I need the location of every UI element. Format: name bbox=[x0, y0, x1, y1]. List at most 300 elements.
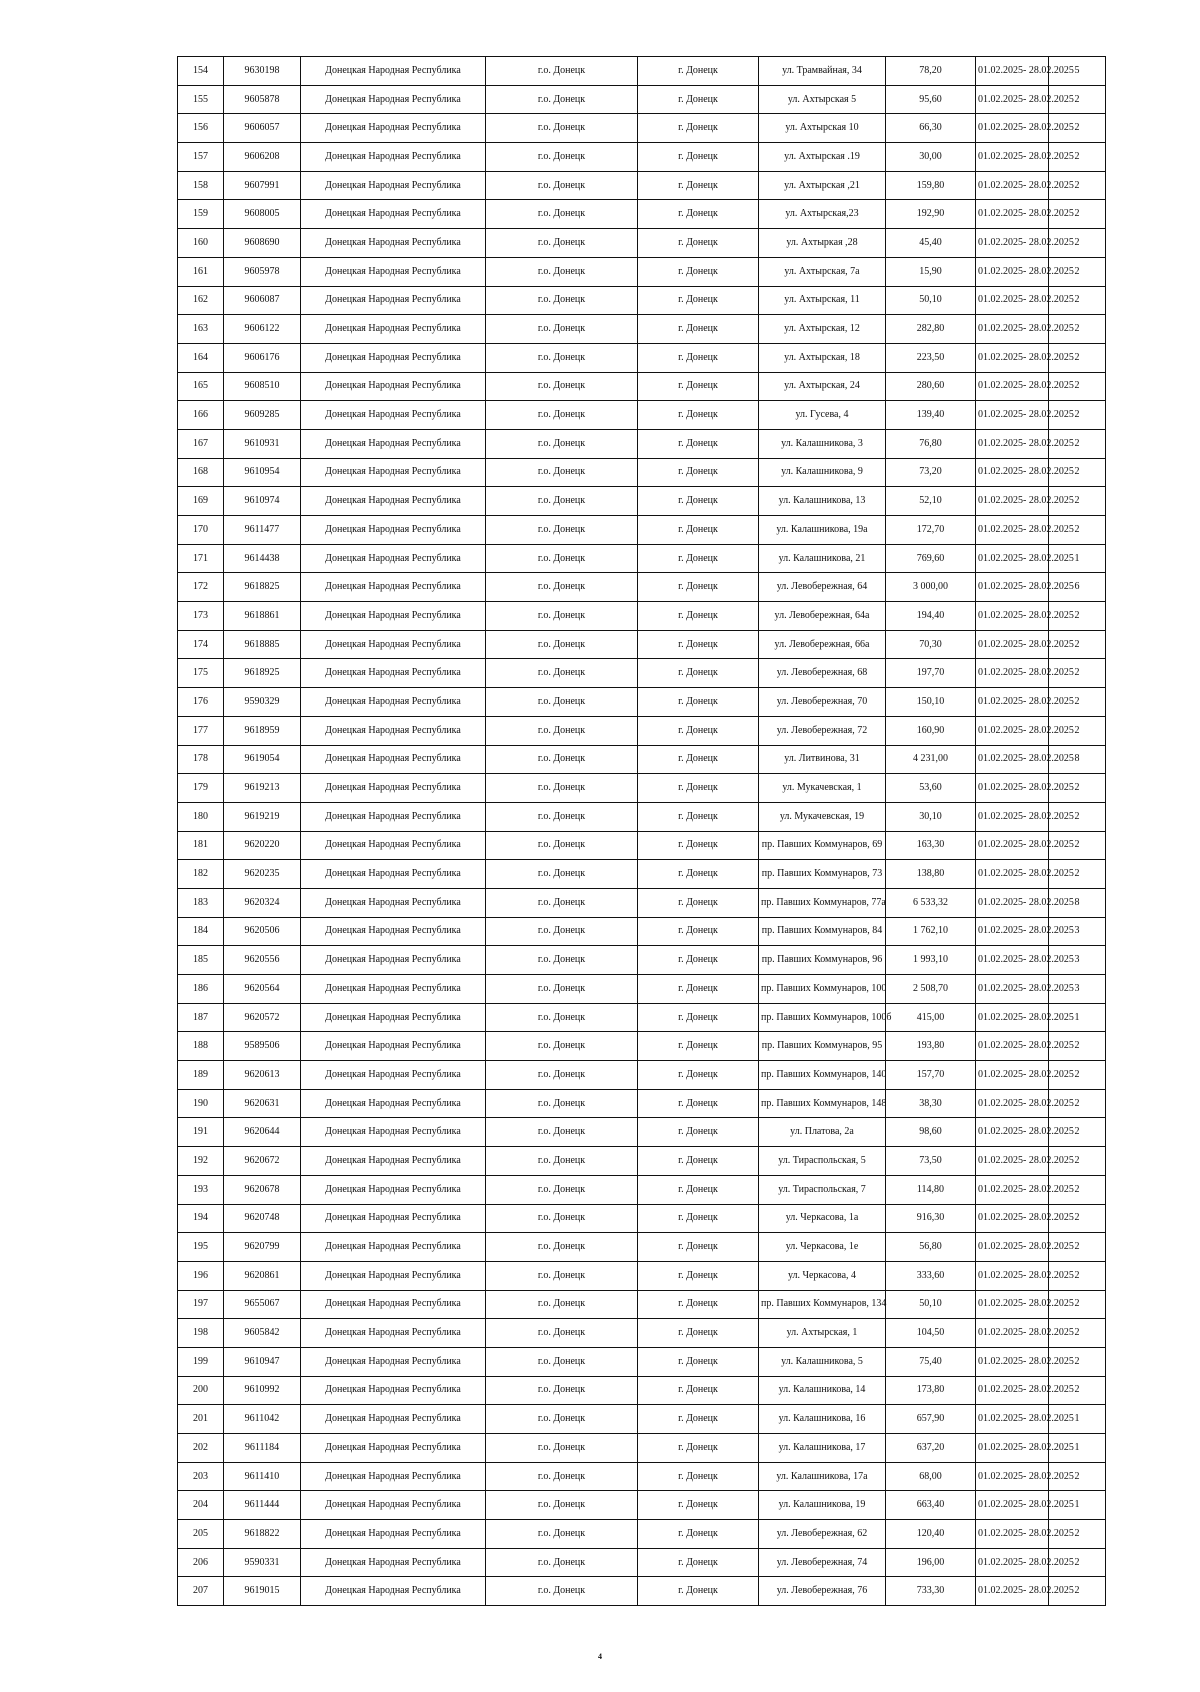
cell-count: 2 bbox=[1049, 516, 1106, 545]
table-row bbox=[178, 1347, 1106, 1376]
cell-region: Донецкая Народная Республика bbox=[301, 602, 486, 631]
cell-area: 663,40 bbox=[886, 1491, 976, 1520]
table-row bbox=[178, 516, 1106, 545]
cell-object-code: 9611444 bbox=[224, 1491, 301, 1520]
cell-object-code: 9620748 bbox=[224, 1204, 301, 1233]
cell-period: 01.02.2025- 28.02.2025 bbox=[976, 831, 1049, 860]
cell-count: 2 bbox=[1049, 1520, 1106, 1549]
cell-count: 1 bbox=[1049, 1434, 1106, 1463]
cell-urban-district: г.о. Донецк bbox=[486, 1204, 638, 1233]
cell-period: 01.02.2025- 28.02.2025 bbox=[976, 1491, 1049, 1520]
cell-urban-district: г.о. Донецк bbox=[486, 1577, 638, 1606]
cell-period: 01.02.2025- 28.02.2025 bbox=[976, 1347, 1049, 1376]
cell-locality: г. Донецк bbox=[638, 573, 759, 602]
cell-count: 2 bbox=[1049, 1061, 1106, 1090]
cell-area: 6 533,32 bbox=[886, 888, 976, 917]
cell-row-number: 182 bbox=[178, 860, 224, 889]
cell-street-address: ул. Калашникова, 9 bbox=[759, 458, 886, 487]
cell-period: 01.02.2025- 28.02.2025 bbox=[976, 1175, 1049, 1204]
cell-locality: г. Донецк bbox=[638, 114, 759, 143]
cell-row-number: 163 bbox=[178, 315, 224, 344]
cell-row-number: 161 bbox=[178, 257, 224, 286]
cell-object-code: 9608510 bbox=[224, 372, 301, 401]
page-number: 4 bbox=[598, 1652, 602, 1661]
cell-row-number: 173 bbox=[178, 602, 224, 631]
cell-area: 172,70 bbox=[886, 516, 976, 545]
cell-row-number: 177 bbox=[178, 716, 224, 745]
cell-urban-district: г.о. Донецк bbox=[486, 630, 638, 659]
cell-object-code: 9611042 bbox=[224, 1405, 301, 1434]
cell-area: 120,40 bbox=[886, 1520, 976, 1549]
cell-object-code: 9589506 bbox=[224, 1032, 301, 1061]
table-row bbox=[178, 1376, 1106, 1405]
cell-object-code: 9611184 bbox=[224, 1434, 301, 1463]
cell-period: 01.02.2025- 28.02.2025 bbox=[976, 1462, 1049, 1491]
cell-period: 01.02.2025- 28.02.2025 bbox=[976, 860, 1049, 889]
cell-region: Донецкая Народная Республика bbox=[301, 200, 486, 229]
cell-object-code: 9620506 bbox=[224, 917, 301, 946]
cell-row-number: 174 bbox=[178, 630, 224, 659]
table-row bbox=[178, 315, 1106, 344]
table-row bbox=[178, 429, 1106, 458]
cell-area: 139,40 bbox=[886, 401, 976, 430]
cell-object-code: 9620644 bbox=[224, 1118, 301, 1147]
cell-period: 01.02.2025- 28.02.2025 bbox=[976, 1548, 1049, 1577]
cell-street-address: ул. Левобережная, 76 bbox=[759, 1577, 886, 1606]
cell-locality: г. Донецк bbox=[638, 1434, 759, 1463]
table-row bbox=[178, 229, 1106, 258]
cell-area: 98,60 bbox=[886, 1118, 976, 1147]
cell-area: 53,60 bbox=[886, 774, 976, 803]
cell-urban-district: г.о. Донецк bbox=[486, 1491, 638, 1520]
cell-count: 2 bbox=[1049, 1175, 1106, 1204]
cell-street-address: ул. Ахтырская, 12 bbox=[759, 315, 886, 344]
cell-region: Донецкая Народная Республика bbox=[301, 1261, 486, 1290]
cell-object-code: 9611477 bbox=[224, 516, 301, 545]
cell-locality: г. Донецк bbox=[638, 1118, 759, 1147]
cell-urban-district: г.о. Донецк bbox=[486, 659, 638, 688]
table-row bbox=[178, 544, 1106, 573]
cell-period: 01.02.2025- 28.02.2025 bbox=[976, 659, 1049, 688]
cell-row-number: 185 bbox=[178, 946, 224, 975]
cell-street-address: ул. Литвинова, 31 bbox=[759, 745, 886, 774]
cell-region: Донецкая Народная Республика bbox=[301, 745, 486, 774]
cell-period: 01.02.2025- 28.02.2025 bbox=[976, 1577, 1049, 1606]
cell-row-number: 158 bbox=[178, 171, 224, 200]
cell-street-address: ул. Ахтырская ,21 bbox=[759, 171, 886, 200]
cell-locality: г. Донецк bbox=[638, 1233, 759, 1262]
cell-locality: г. Донецк bbox=[638, 544, 759, 573]
cell-urban-district: г.о. Донецк bbox=[486, 1118, 638, 1147]
cell-street-address: ул. Тираспольская, 5 bbox=[759, 1147, 886, 1176]
cell-row-number: 159 bbox=[178, 200, 224, 229]
cell-region: Донецкая Народная Республика bbox=[301, 630, 486, 659]
cell-row-number: 202 bbox=[178, 1434, 224, 1463]
cell-object-code: 9620572 bbox=[224, 1003, 301, 1032]
cell-urban-district: г.о. Донецк bbox=[486, 544, 638, 573]
cell-period: 01.02.2025- 28.02.2025 bbox=[976, 544, 1049, 573]
cell-row-number: 160 bbox=[178, 229, 224, 258]
cell-object-code: 9610954 bbox=[224, 458, 301, 487]
cell-row-number: 203 bbox=[178, 1462, 224, 1491]
cell-count: 2 bbox=[1049, 1233, 1106, 1262]
cell-region: Донецкая Народная Республика bbox=[301, 573, 486, 602]
cell-period: 01.02.2025- 28.02.2025 bbox=[976, 774, 1049, 803]
cell-region: Донецкая Народная Республика bbox=[301, 716, 486, 745]
cell-street-address: ул. Черкасова, 4 bbox=[759, 1261, 886, 1290]
cell-area: 160,90 bbox=[886, 716, 976, 745]
cell-street-address: ул. Калашникова, 13 bbox=[759, 487, 886, 516]
cell-object-code: 9608690 bbox=[224, 229, 301, 258]
cell-area: 916,30 bbox=[886, 1204, 976, 1233]
cell-area: 68,00 bbox=[886, 1462, 976, 1491]
cell-period: 01.02.2025- 28.02.2025 bbox=[976, 888, 1049, 917]
cell-urban-district: г.о. Донецк bbox=[486, 257, 638, 286]
cell-street-address: ул. Калашникова, 17 bbox=[759, 1434, 886, 1463]
cell-row-number: 167 bbox=[178, 429, 224, 458]
cell-locality: г. Донецк bbox=[638, 1462, 759, 1491]
cell-area: 157,70 bbox=[886, 1061, 976, 1090]
cell-area: 1 762,10 bbox=[886, 917, 976, 946]
cell-urban-district: г.о. Донецк bbox=[486, 1089, 638, 1118]
cell-object-code: 9620861 bbox=[224, 1261, 301, 1290]
cell-urban-district: г.о. Донецк bbox=[486, 1319, 638, 1348]
cell-object-code: 9606087 bbox=[224, 286, 301, 315]
table-row bbox=[178, 1462, 1106, 1491]
cell-row-number: 165 bbox=[178, 372, 224, 401]
cell-urban-district: г.о. Донецк bbox=[486, 1405, 638, 1434]
cell-locality: г. Донецк bbox=[638, 860, 759, 889]
cell-period: 01.02.2025- 28.02.2025 bbox=[976, 688, 1049, 717]
cell-area: 50,10 bbox=[886, 1290, 976, 1319]
cell-area: 104,50 bbox=[886, 1319, 976, 1348]
cell-row-number: 184 bbox=[178, 917, 224, 946]
cell-period: 01.02.2025- 28.02.2025 bbox=[976, 1376, 1049, 1405]
cell-region: Донецкая Народная Республика bbox=[301, 1175, 486, 1204]
cell-area: 333,60 bbox=[886, 1261, 976, 1290]
cell-object-code: 9620556 bbox=[224, 946, 301, 975]
table-row bbox=[178, 171, 1106, 200]
cell-period: 01.02.2025- 28.02.2025 bbox=[976, 85, 1049, 114]
table-row bbox=[178, 286, 1106, 315]
cell-row-number: 194 bbox=[178, 1204, 224, 1233]
cell-period: 01.02.2025- 28.02.2025 bbox=[976, 487, 1049, 516]
cell-urban-district: г.о. Донецк bbox=[486, 1548, 638, 1577]
cell-period: 01.02.2025- 28.02.2025 bbox=[976, 171, 1049, 200]
cell-row-number: 195 bbox=[178, 1233, 224, 1262]
cell-street-address: ул. Ахтырская,23 bbox=[759, 200, 886, 229]
table-row bbox=[178, 888, 1106, 917]
cell-row-number: 176 bbox=[178, 688, 224, 717]
cell-area: 50,10 bbox=[886, 286, 976, 315]
cell-period: 01.02.2025- 28.02.2025 bbox=[976, 745, 1049, 774]
cell-object-code: 9607991 bbox=[224, 171, 301, 200]
cell-row-number: 164 bbox=[178, 343, 224, 372]
cell-object-code: 9620235 bbox=[224, 860, 301, 889]
cell-urban-district: г.о. Донецк bbox=[486, 57, 638, 86]
cell-region: Донецкая Народная Республика bbox=[301, 1118, 486, 1147]
cell-object-code: 9611410 bbox=[224, 1462, 301, 1491]
cell-region: Донецкая Народная Республика bbox=[301, 1290, 486, 1319]
cell-period: 01.02.2025- 28.02.2025 bbox=[976, 1118, 1049, 1147]
cell-count: 2 bbox=[1049, 85, 1106, 114]
cell-urban-district: г.о. Донецк bbox=[486, 343, 638, 372]
table-row bbox=[178, 602, 1106, 631]
cell-object-code: 9620799 bbox=[224, 1233, 301, 1262]
cell-locality: г. Донецк bbox=[638, 802, 759, 831]
cell-area: 733,30 bbox=[886, 1577, 976, 1606]
table-row bbox=[178, 1175, 1106, 1204]
cell-locality: г. Донецк bbox=[638, 917, 759, 946]
cell-count: 2 bbox=[1049, 602, 1106, 631]
table-row bbox=[178, 1548, 1106, 1577]
cell-street-address: пр. Павших Коммунаров, 100 bbox=[759, 975, 886, 1004]
cell-urban-district: г.о. Донецк bbox=[486, 487, 638, 516]
cell-region: Донецкая Народная Республика bbox=[301, 688, 486, 717]
cell-count: 2 bbox=[1049, 1204, 1106, 1233]
cell-period: 01.02.2025- 28.02.2025 bbox=[976, 1434, 1049, 1463]
cell-period: 01.02.2025- 28.02.2025 bbox=[976, 1319, 1049, 1348]
cell-area: 30,00 bbox=[886, 143, 976, 172]
cell-locality: г. Донецк bbox=[638, 716, 759, 745]
cell-count: 2 bbox=[1049, 774, 1106, 803]
cell-locality: г. Донецк bbox=[638, 1061, 759, 1090]
cell-count: 2 bbox=[1049, 630, 1106, 659]
cell-row-number: 154 bbox=[178, 57, 224, 86]
cell-locality: г. Донецк bbox=[638, 372, 759, 401]
cell-area: 150,10 bbox=[886, 688, 976, 717]
cell-urban-district: г.о. Донецк bbox=[486, 114, 638, 143]
cell-street-address: ул. Левобережная, 62 bbox=[759, 1520, 886, 1549]
table-row bbox=[178, 1089, 1106, 1118]
cell-street-address: пр. Павших Коммунаров, 95 bbox=[759, 1032, 886, 1061]
cell-row-number: 178 bbox=[178, 745, 224, 774]
cell-street-address: ул. Левобережная, 70 bbox=[759, 688, 886, 717]
cell-urban-district: г.о. Донецк bbox=[486, 716, 638, 745]
cell-count: 2 bbox=[1049, 487, 1106, 516]
cell-urban-district: г.о. Донецк bbox=[486, 802, 638, 831]
cell-region: Донецкая Народная Республика bbox=[301, 57, 486, 86]
table-row bbox=[178, 716, 1106, 745]
cell-locality: г. Донецк bbox=[638, 257, 759, 286]
cell-locality: г. Донецк bbox=[638, 343, 759, 372]
cell-count: 8 bbox=[1049, 745, 1106, 774]
cell-region: Донецкая Народная Республика bbox=[301, 1003, 486, 1032]
cell-area: 76,80 bbox=[886, 429, 976, 458]
cell-urban-district: г.о. Донецк bbox=[486, 860, 638, 889]
cell-street-address: ул. Левобережная, 68 bbox=[759, 659, 886, 688]
table-row bbox=[178, 401, 1106, 430]
cell-urban-district: г.о. Донецк bbox=[486, 917, 638, 946]
cell-row-number: 171 bbox=[178, 544, 224, 573]
table-row bbox=[178, 1319, 1106, 1348]
cell-period: 01.02.2025- 28.02.2025 bbox=[976, 429, 1049, 458]
cell-area: 15,90 bbox=[886, 257, 976, 286]
cell-period: 01.02.2025- 28.02.2025 bbox=[976, 401, 1049, 430]
table-row bbox=[178, 860, 1106, 889]
cell-object-code: 9618885 bbox=[224, 630, 301, 659]
table-row bbox=[178, 372, 1106, 401]
cell-object-code: 9618825 bbox=[224, 573, 301, 602]
cell-region: Донецкая Народная Республика bbox=[301, 1147, 486, 1176]
table-row bbox=[178, 975, 1106, 1004]
registry-rows bbox=[178, 57, 1106, 1606]
cell-locality: г. Донецк bbox=[638, 946, 759, 975]
cell-row-number: 187 bbox=[178, 1003, 224, 1032]
cell-object-code: 9606176 bbox=[224, 343, 301, 372]
cell-period: 01.02.2025- 28.02.2025 bbox=[976, 602, 1049, 631]
cell-row-number: 169 bbox=[178, 487, 224, 516]
cell-locality: г. Донецк bbox=[638, 630, 759, 659]
table-row bbox=[178, 1405, 1106, 1434]
cell-region: Донецкая Народная Республика bbox=[301, 975, 486, 1004]
cell-object-code: 9606122 bbox=[224, 315, 301, 344]
cell-street-address: ул. Ахтыркая ,28 bbox=[759, 229, 886, 258]
cell-period: 01.02.2025- 28.02.2025 bbox=[976, 573, 1049, 602]
cell-count: 1 bbox=[1049, 1491, 1106, 1520]
cell-street-address: ул. Ахтырская 5 bbox=[759, 85, 886, 114]
cell-row-number: 197 bbox=[178, 1290, 224, 1319]
cell-area: 95,60 bbox=[886, 85, 976, 114]
cell-area: 70,30 bbox=[886, 630, 976, 659]
cell-locality: г. Донецк bbox=[638, 1175, 759, 1204]
table-row bbox=[178, 1520, 1106, 1549]
cell-locality: г. Донецк bbox=[638, 143, 759, 172]
cell-region: Донецкая Народная Республика bbox=[301, 315, 486, 344]
cell-period: 01.02.2025- 28.02.2025 bbox=[976, 229, 1049, 258]
cell-region: Донецкая Народная Республика bbox=[301, 257, 486, 286]
cell-object-code: 9618959 bbox=[224, 716, 301, 745]
cell-region: Донецкая Народная Республика bbox=[301, 1347, 486, 1376]
cell-region: Донецкая Народная Республика bbox=[301, 544, 486, 573]
cell-count: 2 bbox=[1049, 716, 1106, 745]
cell-locality: г. Донецк bbox=[638, 831, 759, 860]
cell-urban-district: г.о. Донецк bbox=[486, 831, 638, 860]
cell-area: 45,40 bbox=[886, 229, 976, 258]
cell-object-code: 9619054 bbox=[224, 745, 301, 774]
cell-row-number: 191 bbox=[178, 1118, 224, 1147]
cell-period: 01.02.2025- 28.02.2025 bbox=[976, 1204, 1049, 1233]
cell-period: 01.02.2025- 28.02.2025 bbox=[976, 975, 1049, 1004]
cell-area: 52,10 bbox=[886, 487, 976, 516]
cell-urban-district: г.о. Донецк bbox=[486, 888, 638, 917]
cell-period: 01.02.2025- 28.02.2025 bbox=[976, 1003, 1049, 1032]
cell-row-number: 179 bbox=[178, 774, 224, 803]
cell-locality: г. Донецк bbox=[638, 458, 759, 487]
cell-row-number: 190 bbox=[178, 1089, 224, 1118]
cell-row-number: 207 bbox=[178, 1577, 224, 1606]
cell-count: 2 bbox=[1049, 831, 1106, 860]
cell-street-address: ул. Ахтырская, 11 bbox=[759, 286, 886, 315]
cell-street-address: ул. Калашникова, 5 bbox=[759, 1347, 886, 1376]
table-row bbox=[178, 200, 1106, 229]
cell-count: 1 bbox=[1049, 1405, 1106, 1434]
cell-row-number: 200 bbox=[178, 1376, 224, 1405]
cell-urban-district: г.о. Донецк bbox=[486, 1061, 638, 1090]
cell-period: 01.02.2025- 28.02.2025 bbox=[976, 1405, 1049, 1434]
cell-period: 01.02.2025- 28.02.2025 bbox=[976, 257, 1049, 286]
cell-count: 2 bbox=[1049, 372, 1106, 401]
cell-region: Донецкая Народная Республика bbox=[301, 1434, 486, 1463]
cell-region: Донецкая Народная Республика bbox=[301, 114, 486, 143]
cell-urban-district: г.о. Донецк bbox=[486, 745, 638, 774]
cell-area: 173,80 bbox=[886, 1376, 976, 1405]
cell-row-number: 175 bbox=[178, 659, 224, 688]
cell-region: Донецкая Народная Республика bbox=[301, 1462, 486, 1491]
cell-period: 01.02.2025- 28.02.2025 bbox=[976, 516, 1049, 545]
cell-locality: г. Донецк bbox=[638, 1003, 759, 1032]
cell-region: Донецкая Народная Республика bbox=[301, 802, 486, 831]
cell-locality: г. Донецк bbox=[638, 1204, 759, 1233]
cell-row-number: 180 bbox=[178, 802, 224, 831]
cell-region: Донецкая Народная Республика bbox=[301, 946, 486, 975]
cell-street-address: ул. Черкасова, 1е bbox=[759, 1233, 886, 1262]
cell-street-address: ул. Калашникова, 21 bbox=[759, 544, 886, 573]
cell-object-code: 9610974 bbox=[224, 487, 301, 516]
cell-period: 01.02.2025- 28.02.2025 bbox=[976, 286, 1049, 315]
cell-locality: г. Донецк bbox=[638, 602, 759, 631]
cell-street-address: ул. Платова, 2а bbox=[759, 1118, 886, 1147]
cell-object-code: 9620564 bbox=[224, 975, 301, 1004]
cell-locality: г. Донецк bbox=[638, 429, 759, 458]
cell-street-address: ул. Ахтырская, 24 bbox=[759, 372, 886, 401]
cell-region: Донецкая Народная Республика bbox=[301, 659, 486, 688]
cell-count: 2 bbox=[1049, 257, 1106, 286]
cell-period: 01.02.2025- 28.02.2025 bbox=[976, 802, 1049, 831]
cell-street-address: пр. Павших Коммунаров, 148 bbox=[759, 1089, 886, 1118]
table-row bbox=[178, 1233, 1106, 1262]
cell-object-code: 9618925 bbox=[224, 659, 301, 688]
cell-locality: г. Донецк bbox=[638, 1032, 759, 1061]
cell-region: Донецкая Народная Республика bbox=[301, 1233, 486, 1262]
cell-urban-district: г.о. Донецк bbox=[486, 171, 638, 200]
table-row bbox=[178, 257, 1106, 286]
table-row bbox=[178, 57, 1106, 86]
cell-locality: г. Донецк bbox=[638, 1548, 759, 1577]
table-row bbox=[178, 487, 1106, 516]
cell-count: 1 bbox=[1049, 544, 1106, 573]
cell-period: 01.02.2025- 28.02.2025 bbox=[976, 114, 1049, 143]
table-row bbox=[178, 143, 1106, 172]
cell-row-number: 181 bbox=[178, 831, 224, 860]
cell-count: 2 bbox=[1049, 1118, 1106, 1147]
cell-urban-district: г.о. Донецк bbox=[486, 372, 638, 401]
cell-object-code: 9619213 bbox=[224, 774, 301, 803]
cell-row-number: 188 bbox=[178, 1032, 224, 1061]
cell-object-code: 9608005 bbox=[224, 200, 301, 229]
cell-period: 01.02.2025- 28.02.2025 bbox=[976, 57, 1049, 86]
cell-count: 6 bbox=[1049, 573, 1106, 602]
cell-urban-district: г.о. Донецк bbox=[486, 1434, 638, 1463]
table-row bbox=[178, 1032, 1106, 1061]
cell-area: 163,30 bbox=[886, 831, 976, 860]
cell-street-address: ул. Гусева, 4 bbox=[759, 401, 886, 430]
cell-period: 01.02.2025- 28.02.2025 bbox=[976, 1032, 1049, 1061]
cell-region: Донецкая Народная Республика bbox=[301, 372, 486, 401]
cell-period: 01.02.2025- 28.02.2025 bbox=[976, 1233, 1049, 1262]
cell-count: 2 bbox=[1049, 200, 1106, 229]
cell-region: Донецкая Народная Республика bbox=[301, 1577, 486, 1606]
cell-region: Донецкая Народная Республика bbox=[301, 888, 486, 917]
cell-area: 38,30 bbox=[886, 1089, 976, 1118]
cell-region: Донецкая Народная Республика bbox=[301, 1204, 486, 1233]
cell-period: 01.02.2025- 28.02.2025 bbox=[976, 1089, 1049, 1118]
cell-period: 01.02.2025- 28.02.2025 bbox=[976, 1261, 1049, 1290]
cell-row-number: 193 bbox=[178, 1175, 224, 1204]
cell-area: 30,10 bbox=[886, 802, 976, 831]
cell-area: 73,20 bbox=[886, 458, 976, 487]
cell-count: 2 bbox=[1049, 1548, 1106, 1577]
